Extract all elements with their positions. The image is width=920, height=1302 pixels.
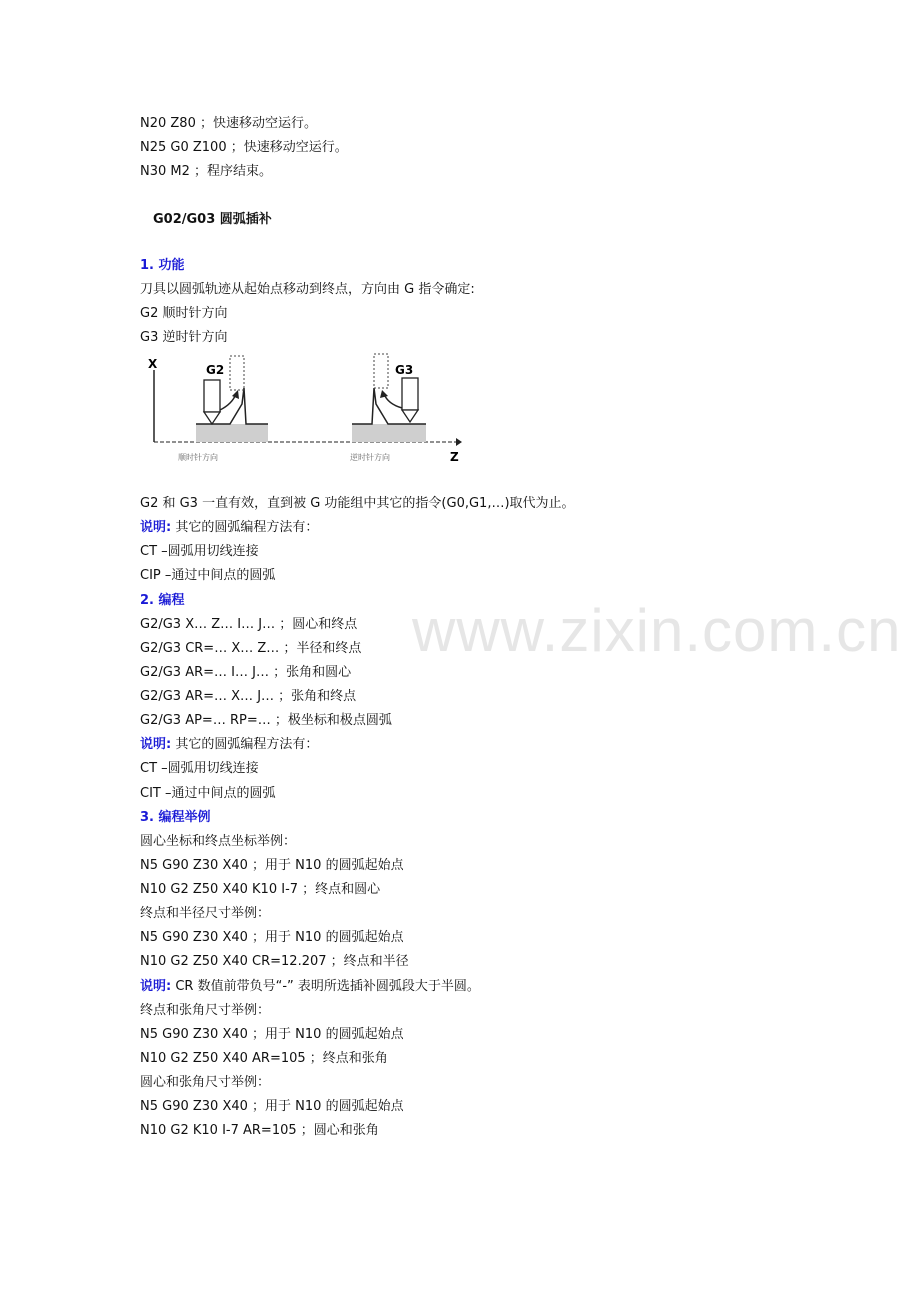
note-label: 说明:: [140, 979, 172, 994]
caption-left: 顺时针方向: [178, 453, 218, 462]
note-text: 其它的圆弧编程方法有：: [171, 737, 319, 752]
text-line: G2 顺时针方向: [140, 306, 228, 321]
text-line: 终点和张角尺寸举例：: [140, 1003, 271, 1018]
text-line: CIP –通过中间点的圆弧: [140, 568, 276, 583]
x-axis-label: X: [148, 357, 158, 371]
g3-label: G3: [395, 363, 414, 377]
code-line: N20 Z80 ；快速移动空运行。: [140, 116, 317, 131]
text-line: 圆心和张角尺寸举例：: [140, 1075, 271, 1090]
code-line: N5 G90 Z30 X40 ；用于 N10 的圆弧起始点: [140, 1099, 404, 1114]
tool-tip-right: [402, 410, 418, 422]
code-line: G2/G3 CR=… X… Z… ；半径和终点: [140, 641, 362, 656]
code-line: G2/G3 AP=… RP=… ；极坐标和极点圆弧: [140, 713, 392, 728]
code-line: N30 M2 ；程序结束。: [140, 164, 273, 179]
tool-end-right: [402, 378, 418, 410]
text-line: 终点和半径尺寸举例：: [140, 906, 271, 921]
note-label: 说明:: [140, 520, 172, 535]
text-line: G3 逆时针方向: [140, 330, 228, 345]
code-line: N10 G2 Z50 X40 CR=12.207 ；终点和半径: [140, 954, 409, 969]
code-line: N5 G90 Z30 X40 ；用于 N10 的圆弧起始点: [140, 858, 404, 873]
text-line: G2 和 G3 一直有效，直到被 G 功能组中其它的指令(G0,G1,…)取代为止。: [140, 496, 575, 511]
tool-start-right: [374, 354, 388, 388]
note-text: CR 数值前带负号“-” 表明所选插补圆弧段大于半圆。: [171, 979, 480, 994]
tool-start-left: [230, 356, 244, 390]
z-axis-label: Z: [450, 450, 459, 464]
arrow-head-left: [232, 390, 239, 399]
note-line: [140, 978, 480, 996]
z-axis-arrow: [456, 438, 462, 446]
note-line: [140, 736, 318, 754]
tool-tip-left: [204, 412, 220, 424]
function-heading: 1. 功能: [140, 258, 185, 273]
text-line: CIT –通过中间点的圆弧: [140, 786, 276, 801]
code-line: G2/G3 AR=… X… J… ；张角和终点: [140, 689, 357, 704]
code-line: N10 G2 Z50 X40 K10 I-7 ；终点和圆心: [140, 882, 381, 897]
section-title: G02/G03 圆弧插补: [153, 212, 272, 227]
text-line: CT –圆弧用切线连接: [140, 544, 259, 559]
code-line: G2/G3 X… Z… I… J… ；圆心和终点: [140, 617, 358, 632]
note-text: 其它的圆弧编程方法有：: [171, 520, 319, 535]
code-line: G2/G3 AR=… I… J… ；张角和圆心: [140, 665, 352, 680]
code-line: N5 G90 Z30 X40 ；用于 N10 的圆弧起始点: [140, 930, 404, 945]
arrow-head-right: [380, 390, 388, 398]
watermark-text: www.zixin.com.cn: [412, 597, 902, 664]
programming-heading: 2. 编程: [140, 593, 185, 608]
caption-right: 逆时针方向: [350, 453, 390, 462]
tool-end-left: [204, 380, 220, 412]
note-label: 说明:: [140, 737, 172, 752]
text-line: 圆心坐标和终点坐标举例：: [140, 834, 297, 849]
code-line: N5 G90 Z30 X40 ；用于 N10 的圆弧起始点: [140, 1027, 404, 1042]
example-heading: 3. 编程举例: [140, 810, 211, 825]
text-line: 刀具以圆弧轨迹从起始点移动到终点，方向由 G 指令确定:: [140, 282, 475, 297]
workpiece-right: [352, 424, 426, 442]
text-line: CT –圆弧用切线连接: [140, 761, 259, 776]
code-line: N25 G0 Z100 ；快速移动空运行。: [140, 140, 348, 155]
code-line: N10 G2 K10 I-7 AR=105 ；圆心和张角: [140, 1123, 379, 1138]
g2-g3-diagram: [140, 352, 470, 467]
g2-label: G2: [206, 363, 225, 377]
code-line: N10 G2 Z50 X40 AR=105 ；终点和张角: [140, 1051, 388, 1066]
workpiece-left: [196, 424, 268, 442]
note-line: [140, 519, 318, 537]
